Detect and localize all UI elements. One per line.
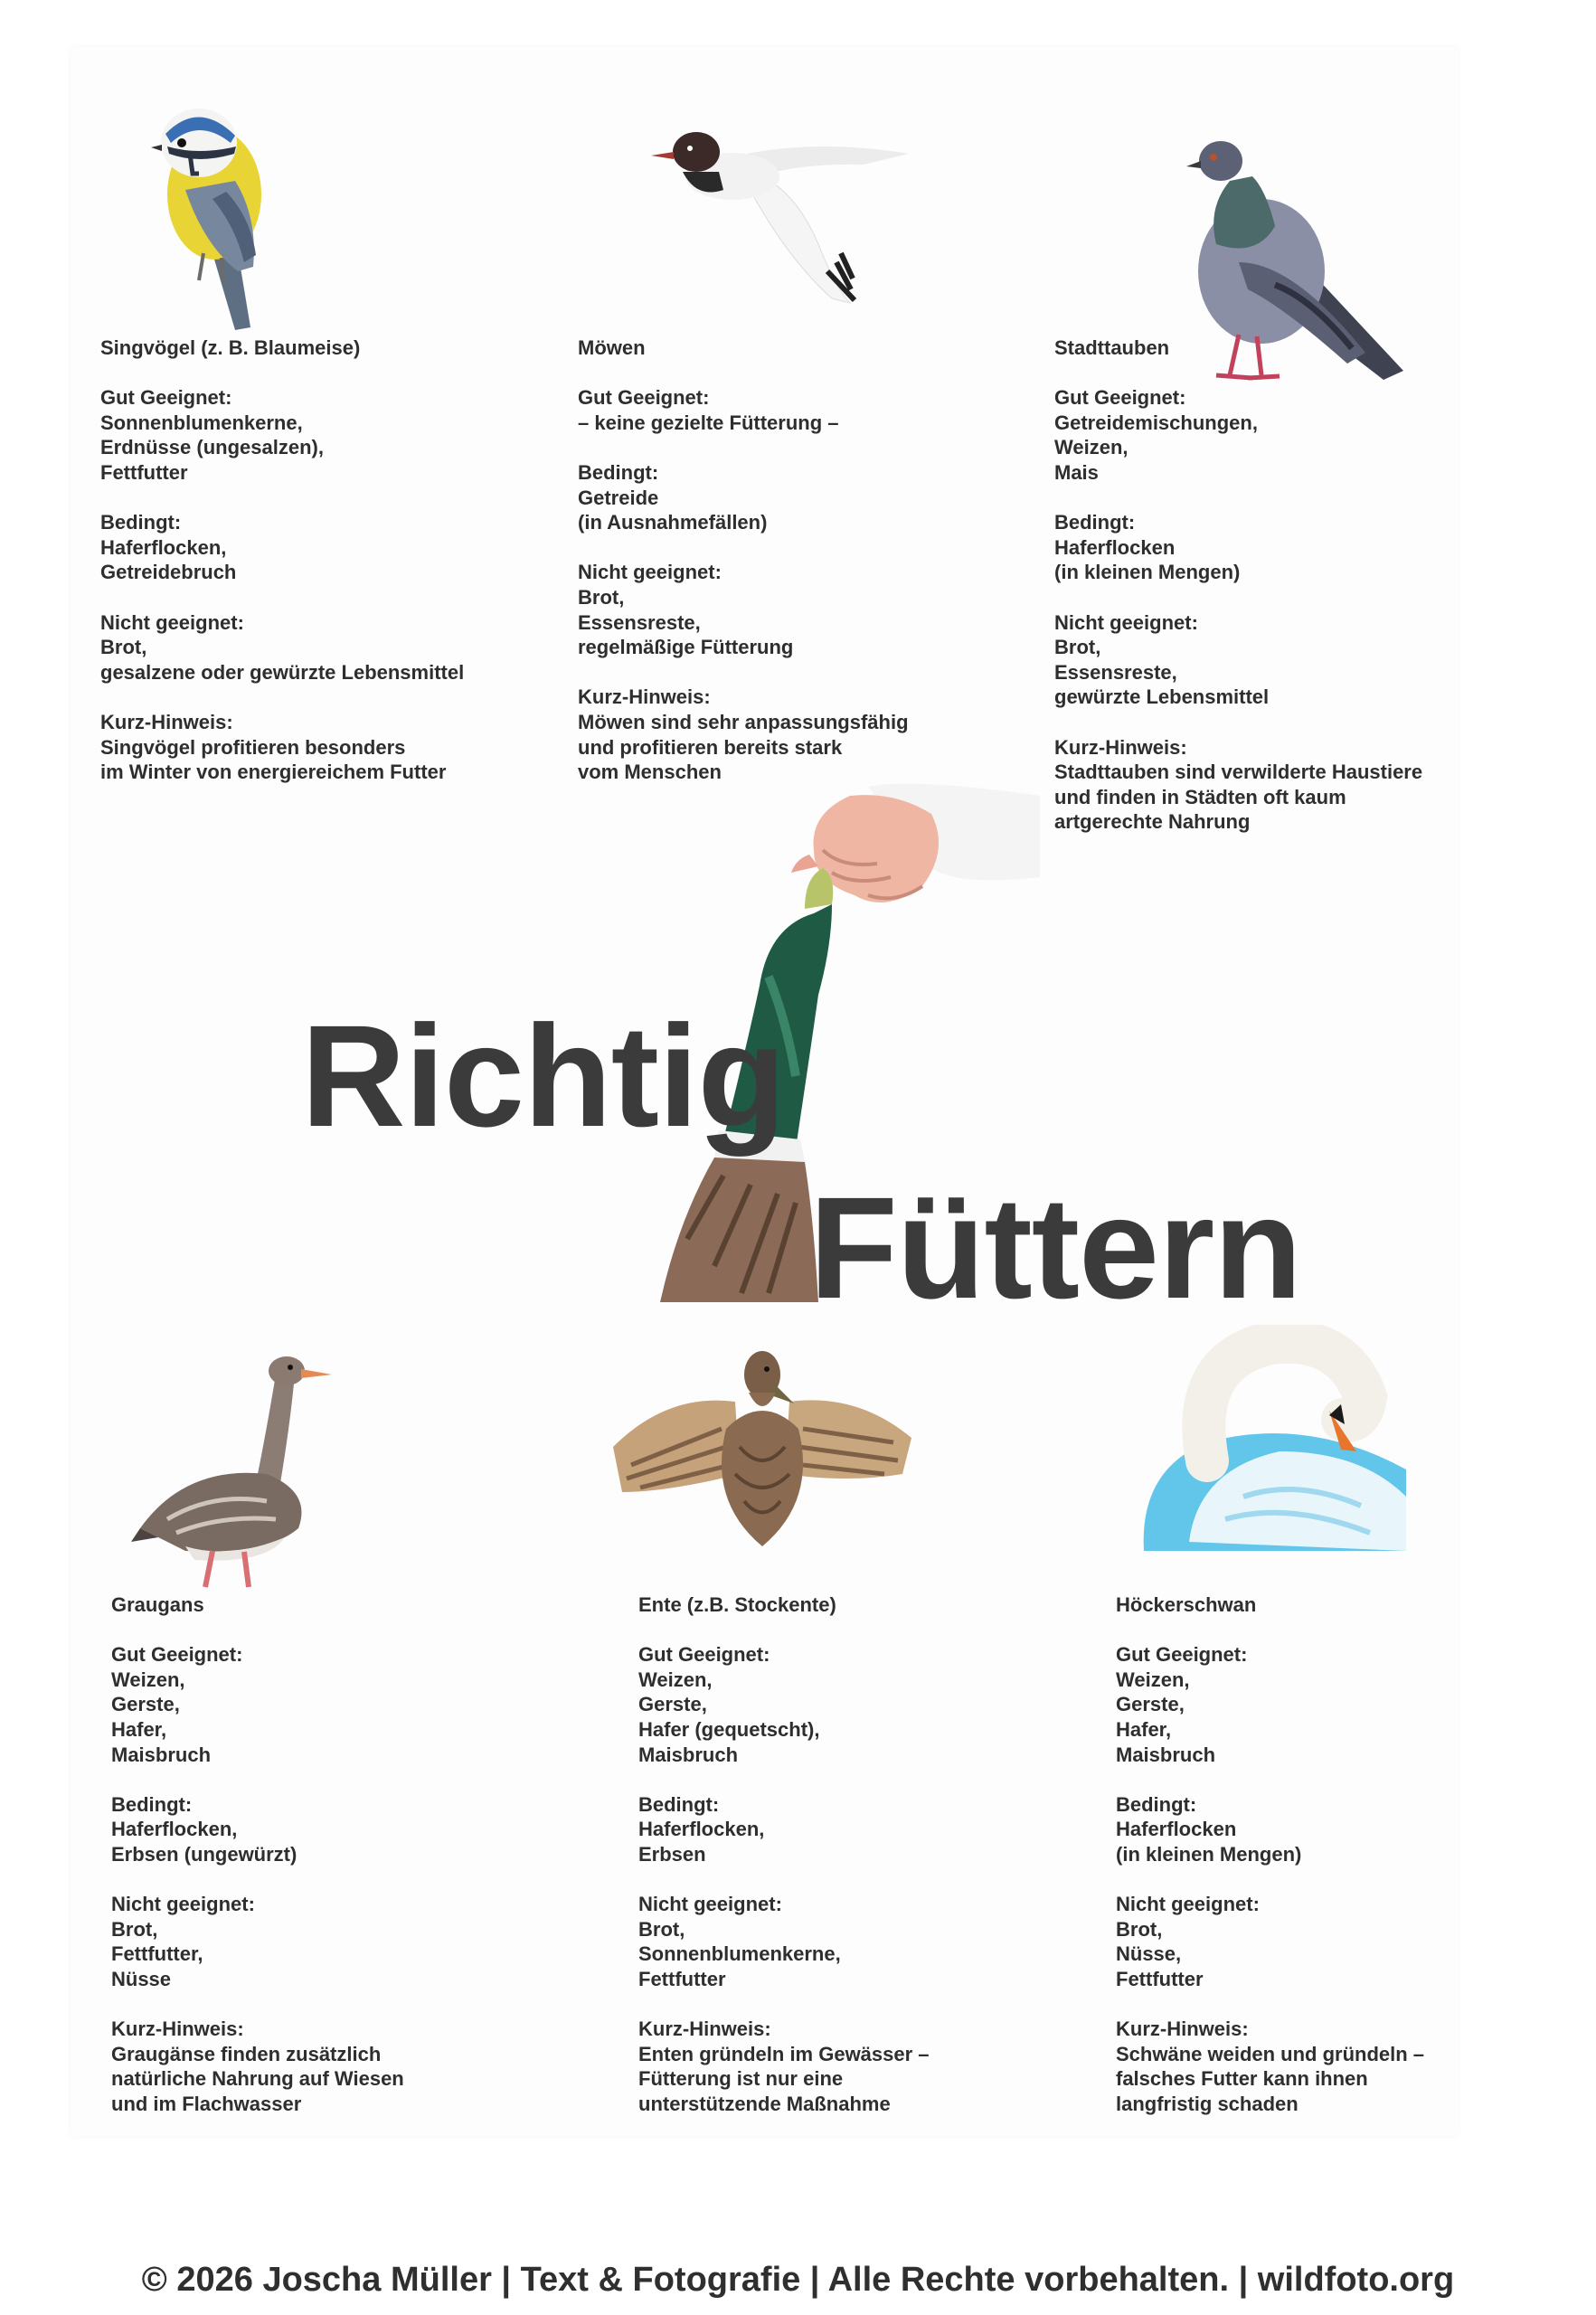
tip-line: Singvögel profitieren besonders xyxy=(100,735,406,759)
tip-line: Enten gründeln im Gewässer – xyxy=(638,2042,930,2065)
good-label: Gut Geeignet: xyxy=(638,1643,770,1667)
good-item: Mais xyxy=(1054,460,1099,484)
bad-item: Nüsse, xyxy=(1116,1942,1182,1966)
good-item: Hafer (gequetscht), xyxy=(638,1717,820,1741)
limited-label: Bedingt: xyxy=(111,1792,193,1816)
good-label: Gut Geeignet: xyxy=(578,386,710,410)
good-item: Maisbruch xyxy=(638,1743,739,1766)
limited-label: Bedingt: xyxy=(1054,511,1136,534)
bad-item: Brot, xyxy=(100,636,147,659)
bird-card-singvoegel xyxy=(100,335,464,785)
good-item: Gerste, xyxy=(638,1693,707,1716)
bird-card-hoeckerschwan xyxy=(1116,1592,1424,2116)
gull-image xyxy=(647,109,918,307)
poster-title-line1: Richtig xyxy=(301,995,786,1157)
copyright-footer: © 2026 Joscha Müller | Text & Fotografie | Alle Rechte vorbehalten. | wildfoto.org xyxy=(141,2261,1455,2299)
good-item: Fettfutter xyxy=(100,460,188,484)
bad-item: Fettfutter xyxy=(1116,1967,1204,1990)
limited-item: Getreide xyxy=(578,486,659,509)
bird-card-ente xyxy=(638,1592,930,2116)
good-item: Getreidemischungen, xyxy=(1054,411,1258,434)
tip-label: Kurz-Hinweis: xyxy=(100,710,233,733)
bad-item: regelmäßige Fütterung xyxy=(578,636,794,659)
tip-label: Kurz-Hinweis: xyxy=(1116,2017,1249,2041)
limited-item: Erbsen xyxy=(638,1842,706,1866)
poster-title-line2: Füttern xyxy=(809,1167,1302,1328)
mute-swan-image xyxy=(1135,1325,1415,1569)
good-item: Maisbruch xyxy=(111,1743,212,1766)
bad-label: Nicht geeignet: xyxy=(638,1893,782,1916)
limited-label: Bedingt: xyxy=(638,1792,720,1816)
limited-label: Bedingt: xyxy=(1116,1792,1197,1816)
tip-line: natürliche Nahrung auf Wiesen xyxy=(111,2067,404,2091)
tip-label: Kurz-Hinweis: xyxy=(1054,735,1187,759)
limited-item: Getreidebruch xyxy=(100,561,237,584)
bad-label: Nicht geeignet: xyxy=(1116,1893,1260,1916)
good-item: Hafer, xyxy=(1116,1717,1172,1741)
bad-label: Nicht geeignet: xyxy=(578,561,722,584)
tip-line: unterstützende Maßnahme xyxy=(638,2092,891,2115)
bad-item: Brot, xyxy=(111,1917,158,1941)
limited-item: Haferflocken, xyxy=(100,535,227,559)
bird-name: Ente (z.B. Stockente) xyxy=(638,1593,836,1616)
bad-item: Nüsse xyxy=(111,1967,172,1990)
bad-item: Essensreste, xyxy=(578,610,701,634)
bad-label: Nicht geeignet: xyxy=(1054,610,1198,634)
good-item: Weizen, xyxy=(1116,1668,1190,1691)
good-label: Gut Geeignet: xyxy=(100,386,232,410)
blue-tit-image xyxy=(149,90,312,335)
good-item: Weizen, xyxy=(638,1668,713,1691)
bad-item: Fettfutter, xyxy=(111,1942,203,1966)
tip-line: vom Menschen xyxy=(578,761,722,784)
limited-item: Haferflocken, xyxy=(638,1818,765,1841)
good-label: Gut Geeignet: xyxy=(111,1643,243,1667)
mallard-female-image xyxy=(613,1338,911,1555)
limited-item: (in kleinen Mengen) xyxy=(1054,561,1241,584)
tip-line: und profitieren bereits stark xyxy=(578,735,843,759)
limited-item: (in Ausnahmefällen) xyxy=(578,511,768,534)
good-label: Gut Geeignet: xyxy=(1116,1643,1248,1667)
tip-label: Kurz-Hinweis: xyxy=(578,685,711,709)
limited-item: Haferflocken xyxy=(1054,535,1176,559)
tip-line: Schwäne weiden und gründeln – xyxy=(1116,2042,1425,2065)
good-item: – keine gezielte Fütterung – xyxy=(578,411,839,434)
tip-line: und im Flachwasser xyxy=(111,2092,302,2115)
limited-label: Bedingt: xyxy=(100,511,182,534)
tip-line: und finden in Städten oft kaum xyxy=(1054,785,1346,808)
bird-name: Singvögel (z. B. Blaumeise) xyxy=(100,336,361,359)
tip-line: Stadttauben sind verwilderte Haustiere xyxy=(1054,761,1423,784)
greylag-goose-image xyxy=(131,1347,348,1592)
bad-item: gewürzte Lebensmittel xyxy=(1054,685,1270,709)
good-item: Gerste, xyxy=(111,1693,180,1716)
good-item: Erdnüsse (ungesalzen), xyxy=(100,436,324,459)
bad-item: Brot, xyxy=(1054,636,1101,659)
bad-item: Brot, xyxy=(1116,1917,1163,1941)
bad-item: Essensreste, xyxy=(1054,660,1177,684)
good-label: Gut Geeignet: xyxy=(1054,386,1186,410)
tip-label: Kurz-Hinweis: xyxy=(638,2017,771,2041)
bird-name: Graugans xyxy=(111,1593,204,1616)
bad-item: Sonnenblumenkerne, xyxy=(638,1942,841,1966)
bad-item: Brot, xyxy=(638,1917,685,1941)
limited-label: Bedingt: xyxy=(578,460,659,484)
tip-line: Graugänse finden zusätzlich xyxy=(111,2042,382,2065)
tip-line: falsches Futter kann ihnen xyxy=(1116,2067,1368,2091)
bird-name: Stadttauben xyxy=(1054,336,1170,359)
bird-name: Höckerschwan xyxy=(1116,1593,1257,1616)
bad-label: Nicht geeignet: xyxy=(111,1893,255,1916)
good-item: Weizen, xyxy=(111,1668,185,1691)
tip-line: im Winter von energiereichem Futter xyxy=(100,761,447,784)
good-item: Weizen, xyxy=(1054,436,1129,459)
bad-item: Brot, xyxy=(578,585,625,609)
good-item: Maisbruch xyxy=(1116,1743,1216,1766)
tip-line: Möwen sind sehr anpassungsfähig xyxy=(578,710,909,733)
tip-label: Kurz-Hinweis: xyxy=(111,2017,244,2041)
tip-line: Fütterung ist nur eine xyxy=(638,2067,844,2091)
tip-line: artgerechte Nahrung xyxy=(1054,810,1251,834)
bad-label: Nicht geeignet: xyxy=(100,610,244,634)
bird-card-moewen xyxy=(578,335,909,785)
tip-line: langfristig schaden xyxy=(1116,2092,1299,2115)
limited-item: Erbsen (ungewürzt) xyxy=(111,1842,297,1866)
good-item: Hafer, xyxy=(111,1717,167,1741)
bad-item: gesalzene oder gewürzte Lebensmittel xyxy=(100,660,465,684)
bad-item: Fettfutter xyxy=(638,1967,726,1990)
good-item: Gerste, xyxy=(1116,1693,1185,1716)
limited-item: Haferflocken xyxy=(1116,1818,1237,1841)
bird-card-graugans xyxy=(111,1592,404,2116)
good-item: Sonnenblumenkerne, xyxy=(100,411,303,434)
bird-name: Möwen xyxy=(578,336,646,359)
limited-item: Haferflocken, xyxy=(111,1818,238,1841)
bird-card-stadttauben xyxy=(1054,335,1422,835)
limited-item: (in kleinen Mengen) xyxy=(1116,1842,1302,1866)
